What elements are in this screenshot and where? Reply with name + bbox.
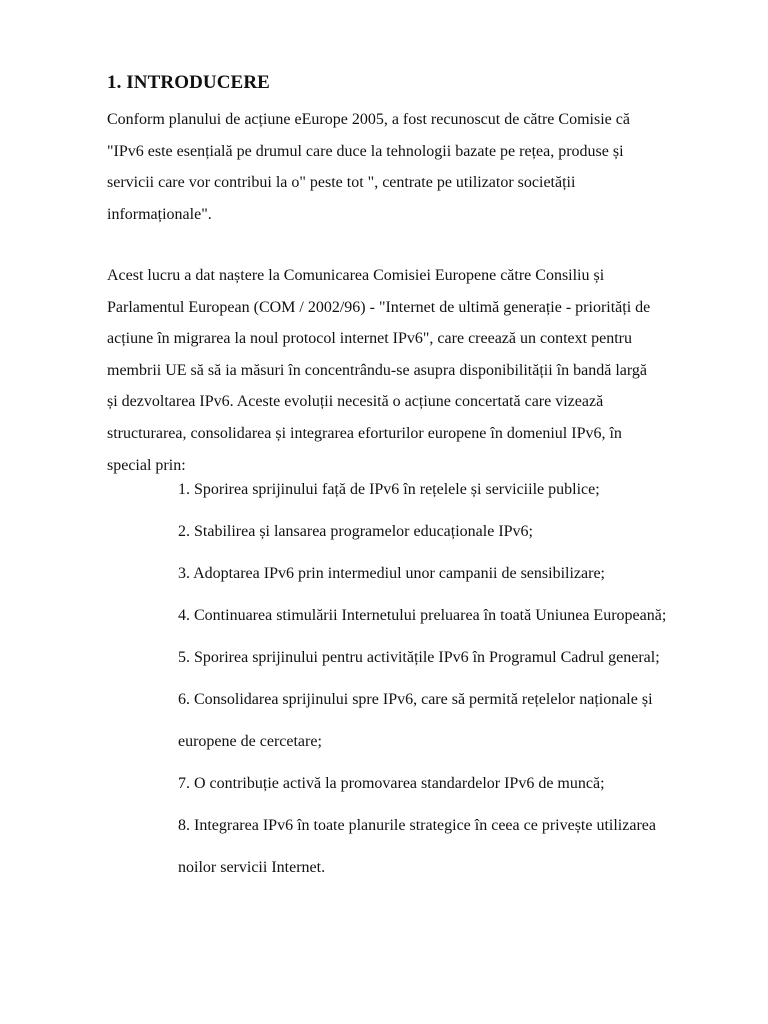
list-item	[178, 647, 660, 668]
paragraph-line: informaționale".	[107, 205, 212, 223]
paragraph-line: structurarea, consolidarea și integrarea eforturilor europene în domeniul IPv6, în	[107, 424, 622, 442]
paragraph-line: și dezvoltarea IPv6. Aceste evoluții necesită o acțiune concertată care vizează	[107, 393, 604, 411]
paragraph-line: Conform planului de acțiune eEurope 2005, a fost recunoscut de către Comisie că	[107, 111, 630, 128]
list-item-text: 1. Sporirea sprijinului față de IPv6 în rețelele și serviciile publice;	[178, 481, 600, 498]
paragraph-line: servicii care vor contribui la o" peste tot ", centrate pe utilizator societății	[107, 174, 576, 192]
list-item	[178, 605, 666, 626]
section-heading: 1. INTRODUCERE	[107, 72, 270, 93]
list-item-text: 8. Integrarea IPv6 în toate planurile strategice în ceea ce privește utilizarea	[178, 817, 656, 834]
paragraph-line: Acest lucru a dat naștere la Comunicarea Comisiei Europene către Consiliu și	[107, 267, 605, 284]
paragraph-line: Parlamentul European (COM / 2002/96) - "Internet de ultimă generație - priorități de	[107, 298, 651, 316]
list-item-text: 3. Adoptarea IPv6 prin intermediul unor campanii de sensibilizare;	[178, 565, 605, 582]
list-item-text: 4. Continuarea stimulării Internetului preluarea în toată Uniunea Europeană;	[178, 607, 667, 624]
list-item-text: 2. Stabilirea și lansarea programelor educaționale IPv6;	[178, 523, 533, 540]
list-item-text: europene de cercetare;	[178, 733, 322, 750]
list-item	[178, 521, 533, 542]
paragraph-line: membrii UE să să ia măsuri în concentrându-se asupra disponibilității în bandă largă	[107, 361, 647, 379]
paragraph-line: "IPv6 este esențială pe drumul care duce la tehnologii bazate pe rețea, produse și	[107, 142, 624, 160]
context-paragraph	[107, 260, 727, 481]
list-item-text: 7. O contribuție activă la promovarea standardelor IPv6 de muncă;	[178, 775, 605, 792]
list-item	[178, 563, 605, 584]
list-item	[178, 815, 656, 878]
list-item	[178, 773, 605, 794]
list-item-text: noilor servicii Internet.	[178, 859, 326, 876]
list-item-text: 5. Sporirea sprijinului pentru activitățile IPv6 în Programul Cadrul general;	[178, 649, 660, 666]
list-item	[178, 689, 653, 752]
paragraph-line: special prin:	[107, 456, 186, 474]
list-item-text: 6. Consolidarea sprijinului spre IPv6, care să permită rețelelor naționale și	[178, 691, 653, 708]
paragraph-line: acțiune în migrarea la noul protocol internet IPv6", care creează un context pentru	[107, 330, 632, 348]
list-item	[178, 479, 600, 500]
intro-paragraph	[107, 104, 727, 230]
